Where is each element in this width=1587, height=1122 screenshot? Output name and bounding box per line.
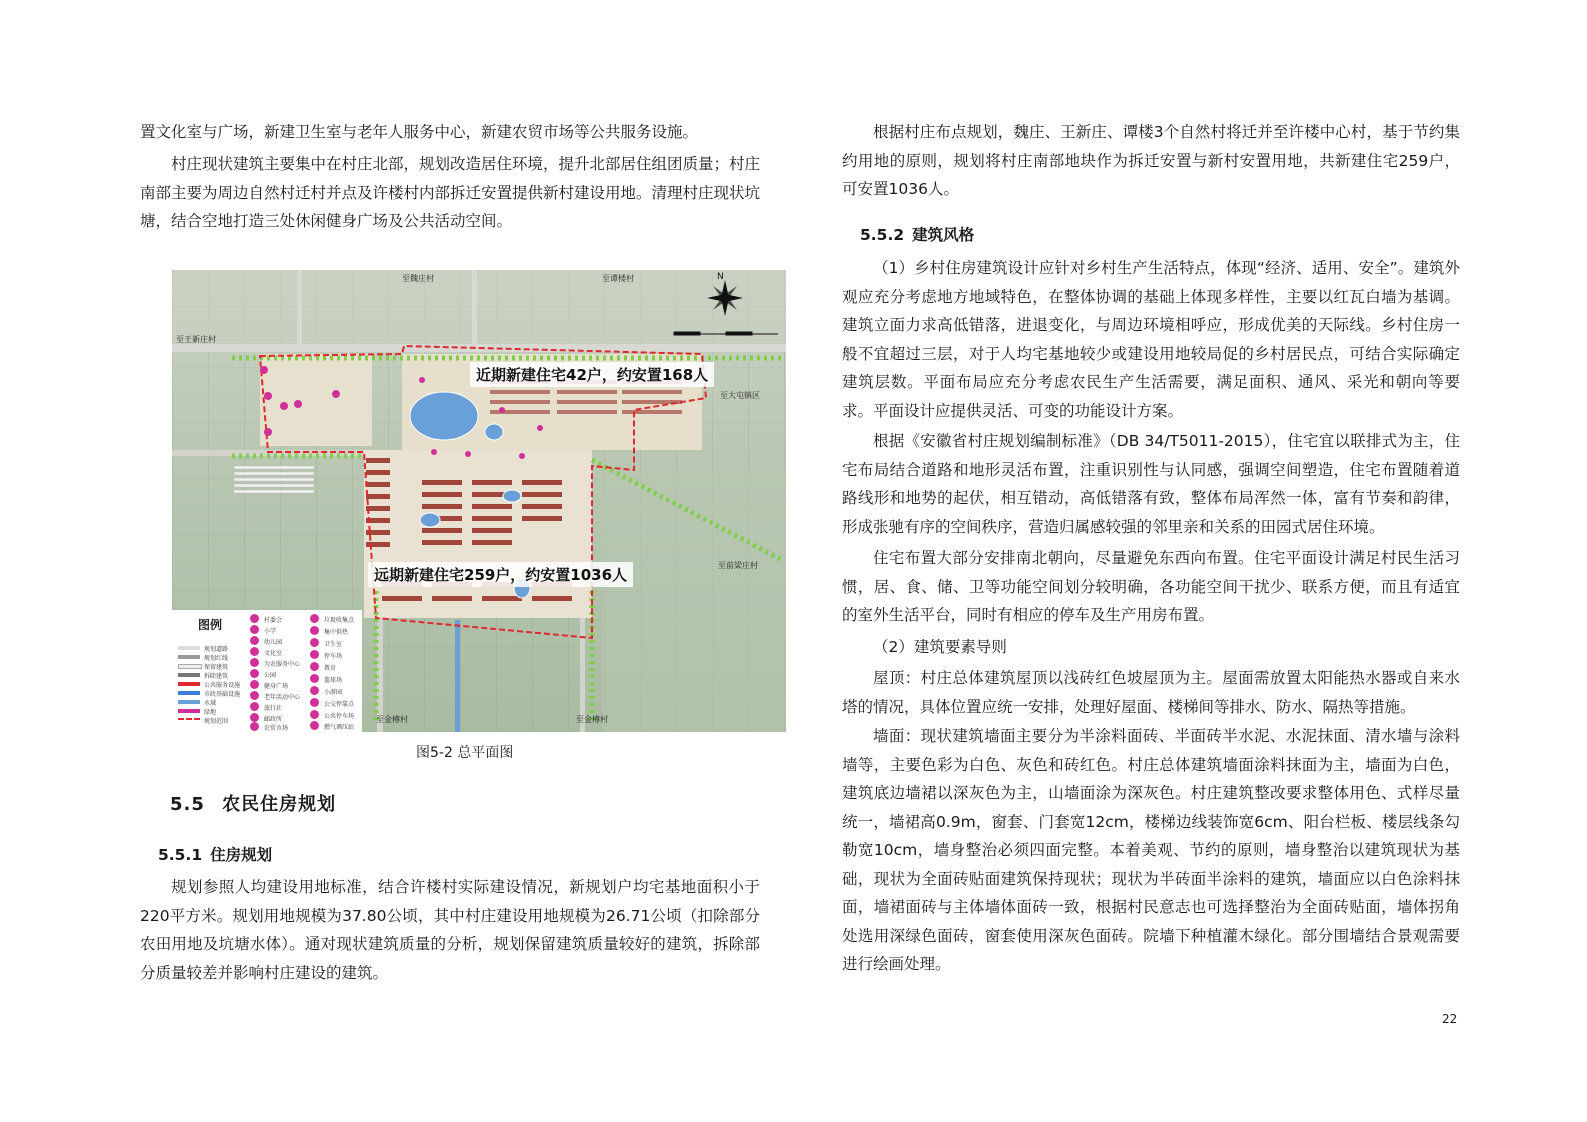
legend-item: 旅行社: [264, 705, 283, 712]
legend-item: 卫生室: [324, 641, 343, 648]
legend-item: 规划道路: [204, 646, 229, 653]
road-label: 至金樽村: [576, 715, 608, 724]
legend-item: 公共停车场: [324, 713, 355, 720]
subsection-heading: [158, 843, 272, 865]
legend-item: 市政基础设施: [204, 691, 241, 698]
section-number: 5.5: [170, 794, 205, 815]
legend-item: 健身广场: [264, 683, 289, 690]
legend-item: 规划范围: [204, 718, 229, 725]
paragraph-continued: 置文化室与广场，新建卫生室与老年人服务中心，新建农贸市场等公共服务设施。: [140, 123, 699, 141]
legend-item: 水域: [204, 700, 217, 707]
legend-item: 村委会: [264, 617, 283, 624]
legend-item: 垃圾收集点: [324, 617, 355, 624]
legend-item: 为农服务中心: [264, 661, 301, 668]
section-title: 农民住房规划: [222, 794, 337, 815]
figure-caption: 图5-2 总平面图: [416, 745, 514, 761]
section-heading: [170, 790, 336, 816]
legend-item: 小学: [264, 628, 277, 635]
legend-item: 公共服务设施: [204, 682, 241, 689]
near-term-label: 近期新建住宅42户，约安置168人: [470, 362, 714, 387]
legend-item: 老年活动中心: [264, 694, 301, 701]
paragraph-relocation: 根据村庄布点规划，魏庄、王新庄、谭楼3个自然村将迁并至许楼中心村，基于节约集约用地的原则，规划将村庄南部地块作为拆迁安置与新村安置用地，共新建住宅259户，可安置1036人。: [842, 123, 1460, 198]
road-label: 至谭楼村: [602, 274, 634, 283]
legend-item: 文化室: [264, 650, 283, 657]
subsection-number: 5.5.1: [158, 846, 203, 864]
paragraph-wall: 墙面：现状建筑墙面主要分为半涂料面砖、半面砖半水泥、水泥抹面、清水墙与涂料墙等，主要色彩为白色、灰色和砖红色。村庄总体建筑墙面涂料抹面为主，墙面为白色，建筑底边墙裙以深灰色为主，山墙面涂为深灰色。村庄建筑整改要求整体用色、式样尽量统一，墙裙高0.9m，窗套、门套宽12cm，楼梯边线装饰宽6cm、阳台栏板、楼层线条勾勒宽10cm，墙身整治必须四面完整。本着美观、节约的原则，墙身整治以建筑现状为基础，现状为全面砖贴面建筑保持现状；现状为半砖面半涂料的建筑，墙面应以白色涂料抹面，墙裙面砖与主体墙体面砖一致，根据村民意志也可选择整治为全面砖贴面，墙体拐角处选用深绿色面砖，窗套使用深灰色面砖。院墙下种植灌木绿化。部分围墙结合景观需要进行绘画处理。: [842, 727, 1460, 973]
legend-item: 拆除建筑: [204, 673, 229, 680]
road-label: 至前梁庄村: [718, 561, 758, 570]
north-label: N: [717, 272, 724, 282]
subsection-heading: [860, 223, 974, 245]
paragraph-housing-planning: 规划参照人均建设用地标准，结合许楼村实际建设情况，新规划户均宅基地面积小于220平方米。规划用地规模为37.80公顷，其中村庄建设用地规模为26.71公顷（扣除部分农田用地及坑塘水体）。通对现状建筑质量的分析，规划保留建筑质量较好的建筑，拆除部分质量较差并影响村庄建设的建筑。: [140, 878, 760, 982]
paragraph-orientation: 住宅布置大部分安排南北朝向，尽量避免东西向布置。住宅平面设计满足村民生活习惯，居、食、储、卫等功能空间划分较明确，各功能空间干扰少、联系方便，而且有适宜的室外生活平台，同时有相应的停车及生产用房布置。: [842, 549, 1460, 624]
subsection-number: 5.5.2: [860, 226, 905, 244]
long-term-label: 远期新建住宅259户，约安置1036人: [368, 562, 633, 587]
legend-item: 农贸市场: [264, 725, 289, 732]
paragraph-existing-buildings: 村庄现状建筑主要集中在村庄北部，规划改造居住环境，提升北部居住组团质量；村庄南部主要为周边自然村迁村并点及许楼村内部拆迁安置提供新村建设用地。清理村庄现状坑塘，结合空地打造三处休闲健身广场及公共活动空间。: [140, 155, 761, 230]
legend-item: 小游园: [324, 689, 343, 696]
legend-item: 公园: [264, 672, 277, 679]
legend-item: 集中供热: [324, 629, 349, 636]
legend-item: 公交停靠点: [324, 701, 355, 708]
legend-item: 规划红线: [204, 655, 229, 662]
legend-item: 绿地: [204, 709, 217, 716]
road-label: 至王新庄村: [176, 335, 216, 344]
paragraph-element-guide: （2）建筑要素导则: [873, 638, 1007, 656]
map-legend: [172, 610, 362, 732]
master-plan-map: [172, 270, 786, 732]
paragraph-design-principles: （1）乡村住房建筑设计应针对乡村生产生活特点，体现“经济、适用、安全”。建筑外观应充分考虑地方地域特色，在整体协调的基础上体现多样性，主要以红瓦白墙为基调。建筑立面力求高低错落，进退变化，与周边环境相呼应，形成优美的天际线。乡村住房一般不宜超过三层，对于人均宅基地较少或建设用地较局促的乡村居民点，可结合实际确定建筑层数。平面布局应充分考虑农民生产生活需要，满足面积、通风、采光和朝向等要求。平面设计应提供灵活、可变的功能设计方案。: [842, 259, 1460, 420]
paragraph-standards: 根据《安徽省村庄规划编制标准》（DB 34/T5011-2015），住宅宜以联排式为主，住宅布局结合道路和地形灵活布置，注重识别性与认同感，强调空间塑造，住宅布置随着道路线形和地势的起伏，相互错动，高低错落有致，整体布局浑然一体，富有节奏和韵律，形成张驰有序的空间秩序，营造归属感较强的邻里亲和关系的田园式居住环境。: [842, 432, 1460, 536]
subsection-title: 住房规划: [210, 846, 273, 864]
legend-item: 篮球场: [324, 677, 343, 684]
road-label: 至大屯镇区: [720, 391, 760, 400]
legend-item: 邮政所: [264, 716, 283, 723]
legend-item: 教育: [324, 665, 337, 672]
page-number: 22: [1442, 1012, 1458, 1026]
road-label: 至魏庄村: [402, 274, 434, 283]
road-label: 至金樽村: [376, 715, 408, 724]
legend-item: 停车场: [324, 653, 343, 660]
compass-panel: [670, 272, 784, 350]
legend-title: 图例: [198, 618, 223, 632]
legend-item: 幼儿园: [264, 639, 283, 646]
paragraph-roof: 屋顶：村庄总体建筑屋顶以浅砖红色坡屋顶为主。屋面需放置太阳能热水器或自来水塔的情况，具体位置应统一安排，处理好屋面、楼梯间等排水、防水、隔热等措施。: [842, 669, 1460, 716]
legend-item: 保留建筑: [204, 664, 229, 671]
subsection-title: 建筑风格: [912, 226, 975, 244]
legend-item: 燃气调压站: [324, 724, 355, 731]
